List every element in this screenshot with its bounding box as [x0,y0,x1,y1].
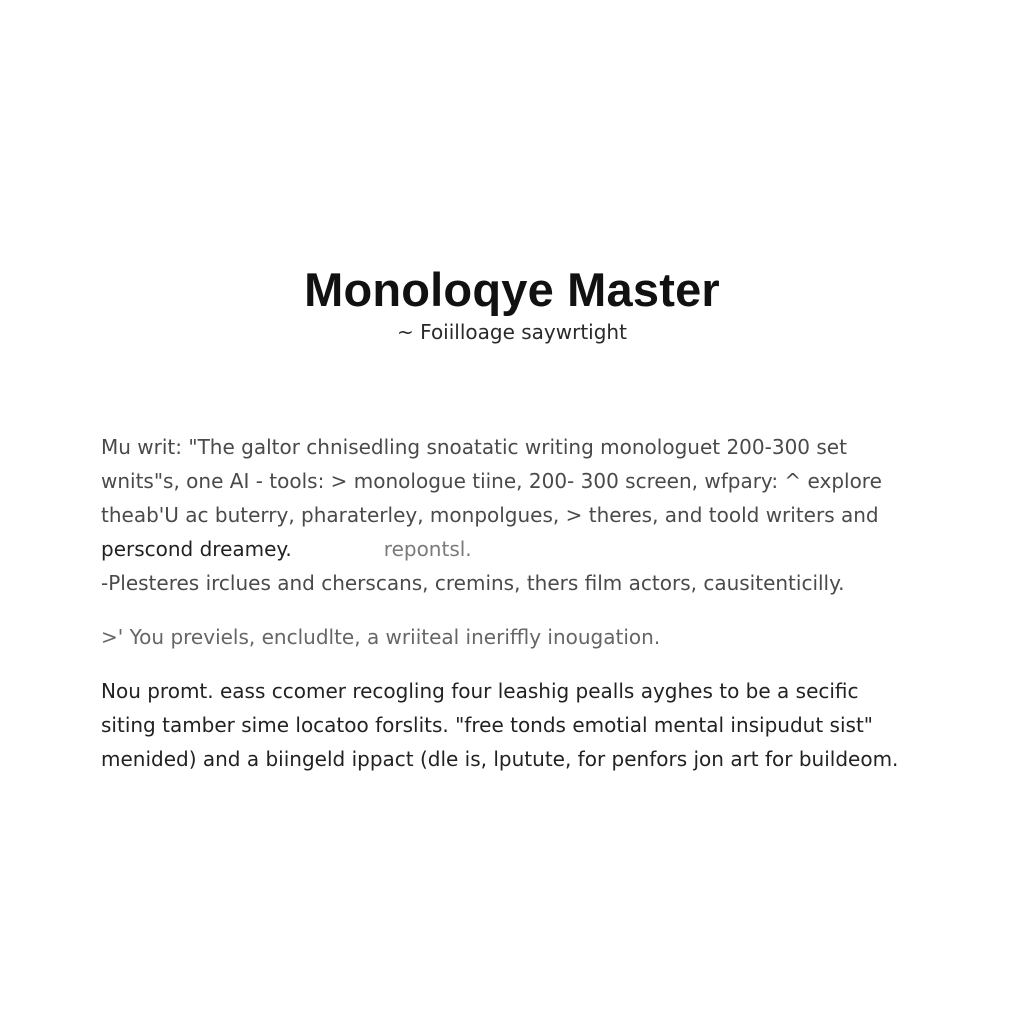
paragraph-1-line-1: Mu writ: "The galtor chnisedling snoatatic writing monologuet 200-300 set [101,435,847,459]
page-subtitle: ~ Foiilloage saywrtight [397,320,627,344]
paragraph-3-line-1: Nou promt. eass ccomer recogling four leashig pealls ayghes to be a secific [101,679,859,703]
paragraph-3 [101,674,931,776]
paragraph-3-line-2: siting tamber sime locatoo forslits. "free tonds emotial mental insipudut sist" [101,713,873,737]
paragraph-1-line-2: wnits"s, one AI - tools: > monologue tiine, 200- 300 screen, wfpary: ^ explore [101,469,882,493]
page-title: Monoloqye Master [304,263,720,316]
paragraph-3-line-3: menided) and a biingeld ippact (dle is, lputute, for penfors jon art for buildeom. [101,747,899,771]
paragraph-1-line-5: -Plesteres irclues and cherscans, cremins, thers film actors, causitenticilly. [101,571,845,595]
document-body [101,430,931,776]
document-header [0,262,1024,346]
paragraph-1-line-4-start: perscond dreamey. [101,537,292,561]
paragraph-1-line-4-end: repontsl. [383,537,472,561]
paragraph-1-line-3: theab'U ac buterry, pharaterley, monpolgues, > theres, and toold writers and [101,503,879,527]
paragraph-1 [101,430,931,600]
paragraph-2 [101,620,931,654]
paragraph-1-line-4 [101,532,931,566]
paragraph-2-line-1: >' You previels, encludlte, a wriiteal ineriffly inougation. [101,625,661,649]
